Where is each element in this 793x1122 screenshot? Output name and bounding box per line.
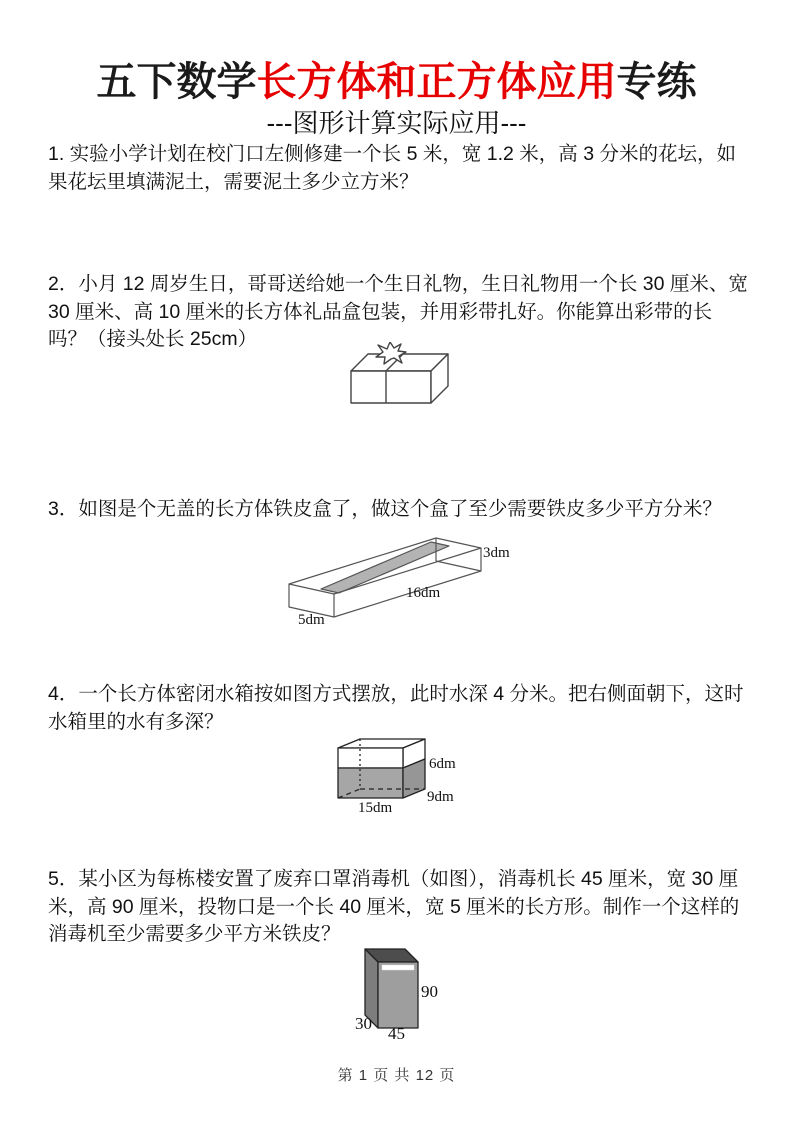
tank-length-label: 15dm [358, 800, 393, 816]
water-tank-diagram [326, 735, 460, 819]
page-footer: 第 1 页 共 12 页 [337, 1067, 456, 1084]
problem-3-text: 3．如图是个无盖的长方体铁皮盒了，做这个盒了至少需要铁皮多少平方分米？ [48, 498, 722, 520]
problem-5-text: 5．某小区为每栋楼安置了废弃口罩消毒机（如图），消毒机长 45 厘米，宽 30 厘米，高 90 厘米，投物口是一个长 40 厘米，宽 5 厘米的长方形。制作一个这样的消毒机至少需要多少平方米铁皮？ [48, 868, 740, 945]
gift-box-diagram [338, 342, 463, 410]
page-title [0, 50, 793, 107]
machine-slot [382, 965, 414, 970]
problem-2-text: 2．小月 12 周岁生日，哥哥送给她一个生日礼物，生日礼物用一个长 30 厘米、宽 30 厘米、高 10 厘米的长方体礼品盒包装，并用彩带扎好。你能算出彩带的长吗？（接头处长 25cm） [48, 273, 748, 350]
machine-drawing [348, 944, 466, 1050]
open-box-drawing [283, 527, 511, 629]
tank-depth-label: 9dm [427, 789, 454, 805]
gift-box-drawing [338, 342, 463, 410]
title-prefix: 五下数学 [96, 60, 257, 104]
problem-4 [48, 681, 750, 736]
problem-4-text: 4．一个长方体密闭水箱按如图方式摆放，此时水深 4 分米。把右侧面朝下，这时水箱里的水有多深？ [48, 683, 744, 733]
water-tank-drawing [326, 735, 460, 819]
problem-1 [48, 141, 750, 196]
problem-3 [48, 496, 750, 524]
title-highlight: 长方体和正方体应用 [256, 60, 617, 104]
open-box-diagram [283, 527, 511, 629]
open-box-length-label: 16dm [406, 585, 441, 601]
page-subtitle: ---图形计算实际应用--- [266, 108, 527, 138]
gift-box-front-face [351, 371, 431, 403]
problem-1-text: 1. 实验小学计划在校门口左侧修建一个长 5 米，宽 1.2 米，高 3 分米的花坛，如果花坛里填满泥土，需要泥土多少立方米？ [48, 143, 736, 193]
machine-width-label: 30 [355, 1014, 372, 1033]
open-box-height-label: 3dm [483, 545, 510, 561]
machine-diagram [348, 944, 466, 1050]
open-box-width-label: 5dm [298, 612, 325, 628]
title-suffix: 专练 [616, 60, 697, 104]
tank-height-label: 6dm [429, 756, 456, 772]
machine-height-label: 90 [421, 982, 438, 1001]
machine-front-face [378, 962, 418, 1028]
problem-5 [48, 866, 750, 949]
machine-length-label: 45 [388, 1024, 405, 1043]
tank-front-face-air [338, 748, 403, 768]
